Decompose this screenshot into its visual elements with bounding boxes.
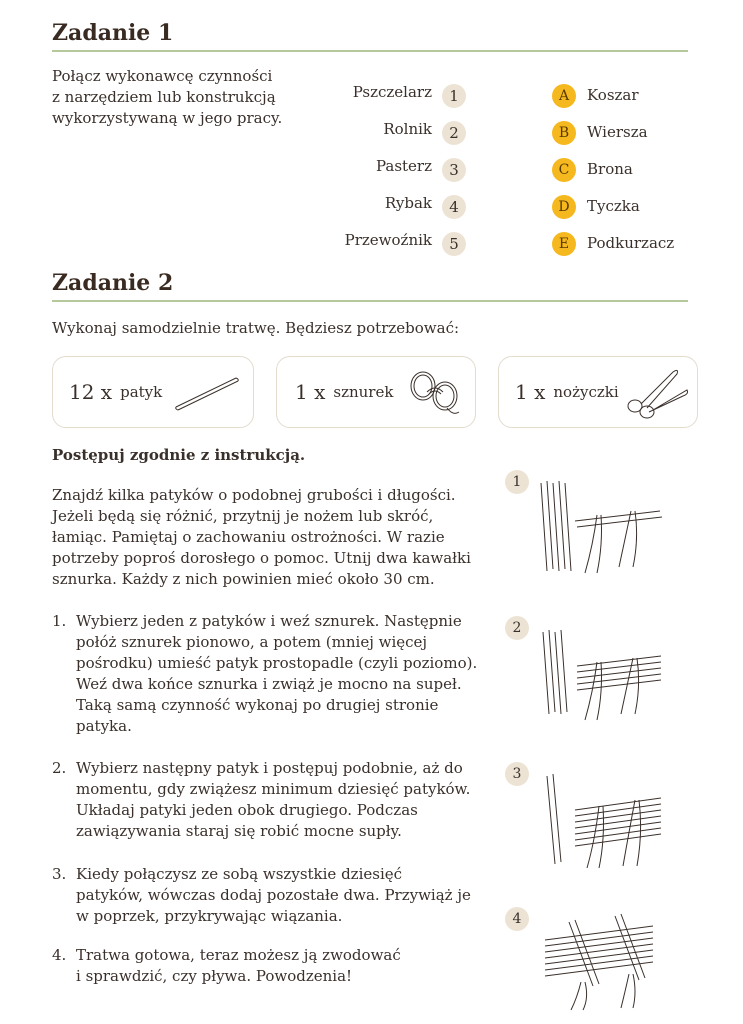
tool-label: Brona — [587, 160, 633, 178]
worker-label: Rybak — [384, 194, 432, 212]
task1-instruction: Połącz wykonawcę czynności z narzędziem lub konstrukcją wykorzystywaną w jego pracy. — [52, 67, 283, 127]
material-name: patyk — [120, 383, 163, 401]
task2-intro: Wykonaj samodzielnie tratwę. Będziesz potrzebować: — [52, 319, 460, 337]
tool-letter: C — [552, 158, 576, 182]
figure-number: 3 — [505, 762, 529, 786]
material-quantity: 12 x — [69, 380, 113, 404]
stick-icon — [172, 372, 242, 412]
tool-label: Tyczka — [587, 197, 640, 215]
figure-step-1 — [535, 475, 665, 575]
worker-number: 3 — [442, 158, 466, 182]
material-name: sznurek — [333, 383, 394, 401]
material-card-string — [276, 356, 476, 428]
material-quantity: 1 x — [295, 380, 326, 404]
instruction-heading: Postępuj zgodnie z instrukcją. — [52, 446, 306, 464]
step-number: 1. — [52, 612, 67, 630]
worker-label: Rolnik — [383, 120, 432, 138]
worker-label: Pszczelarz — [352, 83, 432, 101]
worker-label: Przewoźnik — [344, 231, 432, 249]
worker-number: 4 — [442, 195, 466, 219]
tool-label: Podkurzacz — [587, 234, 675, 252]
task2-divider — [52, 300, 688, 302]
task2-title: Zadanie 2 — [52, 270, 174, 296]
material-name: nożyczki — [553, 383, 619, 401]
figure-step-3 — [535, 770, 665, 870]
step-text: Kiedy połączysz ze sobą wszystkie dziesięć patyków, wówczas dodaj pozostałe dwa. Przywiąż je w poprzek, przykrywając wiązania. — [76, 865, 471, 925]
step-number: 2. — [52, 759, 67, 777]
task1-title: Zadanie 1 — [52, 20, 174, 46]
string-icon — [407, 364, 463, 420]
worker-label: Pasterz — [375, 157, 432, 175]
step-item — [52, 758, 470, 842]
task1-divider — [52, 50, 688, 52]
material-card-sticks — [52, 356, 254, 428]
worker-number: 2 — [442, 121, 466, 145]
tool-letter: A — [552, 84, 576, 108]
step-text: Tratwa gotowa, teraz możesz ją zwodować i sprawdzić, czy pływa. Powodzenia! — [76, 946, 401, 985]
step-number: 4. — [52, 946, 67, 964]
step-number: 3. — [52, 865, 67, 883]
material-quantity: 1 x — [515, 380, 546, 404]
material-card-scissors — [498, 356, 698, 428]
tool-letter: E — [552, 232, 576, 256]
tool-label: Wiersza — [587, 123, 648, 141]
tool-label: Koszar — [587, 86, 639, 104]
step-item — [52, 945, 401, 987]
tool-letter: D — [552, 195, 576, 219]
figure-step-2 — [535, 622, 665, 722]
figure-number: 2 — [505, 616, 529, 640]
figure-step-4 — [535, 912, 665, 1012]
figure-number: 1 — [505, 470, 529, 494]
scissors-icon — [625, 364, 691, 420]
step-item — [52, 611, 477, 737]
step-text: Wybierz jeden z patyków i weź sznurek. Następnie połóż sznurek pionowo, a potem (mniej więcej pośrodku) umieść patyk prostopadle (czyli poziomo). Weź dwa końce sznurka i zwiąż je mocno na supeł. Taką samą czynność wykonaj po drugiej stronie patyka. — [76, 612, 478, 735]
worker-number: 5 — [442, 232, 466, 256]
tool-letter: B — [552, 121, 576, 145]
prep-paragraph: Znajdź kilka patyków o podobnej grubości i długości. Jeżeli będą się różnić, przytnij je nożem lub skróć, łamiąc. Pamiętaj o zachowaniu ostrożności. W razie potrzeby poproś dorosłego o pomoc. Utnij dwa kawałki sznurka. Każdy z nich powinien mieć około 30 cm. — [52, 486, 471, 588]
worker-number: 1 — [442, 84, 466, 108]
step-item — [52, 864, 471, 927]
figure-number: 4 — [505, 907, 529, 931]
step-text: Wybierz następny patyk i postępuj podobnie, aż do momentu, gdy zwiążesz minimum dziesięć patyków. Układaj patyki jeden obok drugiego. Podczas zawiązywania staraj się robić mocne supły. — [76, 759, 471, 840]
